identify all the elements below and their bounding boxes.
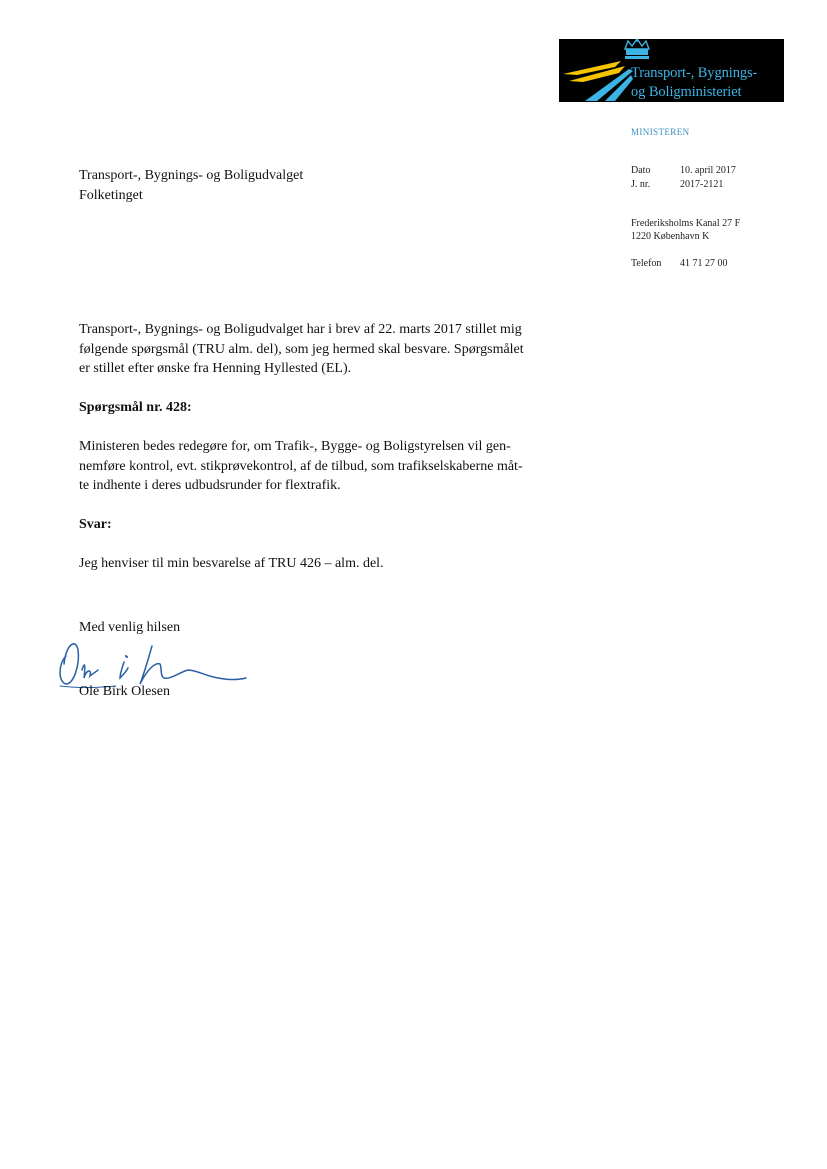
intro-line: følgende spørgsmål (TRU alm. del), som jeg hermed skal besvare. Spørgsmålet xyxy=(79,341,524,357)
question-line: nemføre kontrol, evt. stikprøvekontrol, af de tilbud, som trafikselskaberne måt- xyxy=(79,458,523,474)
date-label: Dato xyxy=(631,165,651,176)
signer-name: Ole Birk Olesen xyxy=(79,684,170,699)
question-paragraph xyxy=(79,437,599,496)
address-line2: 1220 København K xyxy=(631,231,710,242)
date-value: 10. april 2017 xyxy=(680,165,736,176)
crown-icon xyxy=(625,39,649,59)
ministry-logo xyxy=(559,39,784,102)
phone-label: Telefon xyxy=(631,258,662,269)
intro-line: er stillet efter ønske fra Henning Hyllested (EL). xyxy=(79,361,352,376)
intro-line: Transport-, Bygnings- og Boligudvalget har i brev af 22. marts 2017 stillet mig xyxy=(79,322,522,337)
intro-paragraph xyxy=(79,320,599,379)
recipient-committee: Transport-, Bygnings- og Boligudvalget xyxy=(79,168,304,183)
sender-label: MINISTEREN xyxy=(631,127,690,137)
address-line1: Frederiksholms Kanal 27 F xyxy=(631,218,741,229)
logo-text-line1: Transport-, Bygnings- xyxy=(631,65,758,81)
reference-value: 2017-2121 xyxy=(680,179,724,190)
phone-value: 41 71 27 00 xyxy=(680,258,728,269)
logo-text-line2: og Boligministeriet xyxy=(631,84,742,100)
closing-text: Med venlig hilsen xyxy=(79,620,181,635)
road-swoosh-icon xyxy=(563,61,633,101)
reference-label: J. nr. xyxy=(631,179,651,190)
answer-heading: Svar: xyxy=(79,517,112,532)
question-heading: Spørgsmål nr. 428: xyxy=(79,400,192,415)
recipient-parliament: Folketinget xyxy=(79,188,143,203)
answer-paragraph: Jeg henviser til min besvarelse af TRU 426 – alm. del. xyxy=(79,556,384,571)
question-line: Ministeren bedes redegøre for, om Trafik-, Bygge- og Boligstyrelsen vil gen- xyxy=(79,439,511,454)
question-line: te indhente i deres udbudsrunder for flextrafik. xyxy=(79,478,341,493)
